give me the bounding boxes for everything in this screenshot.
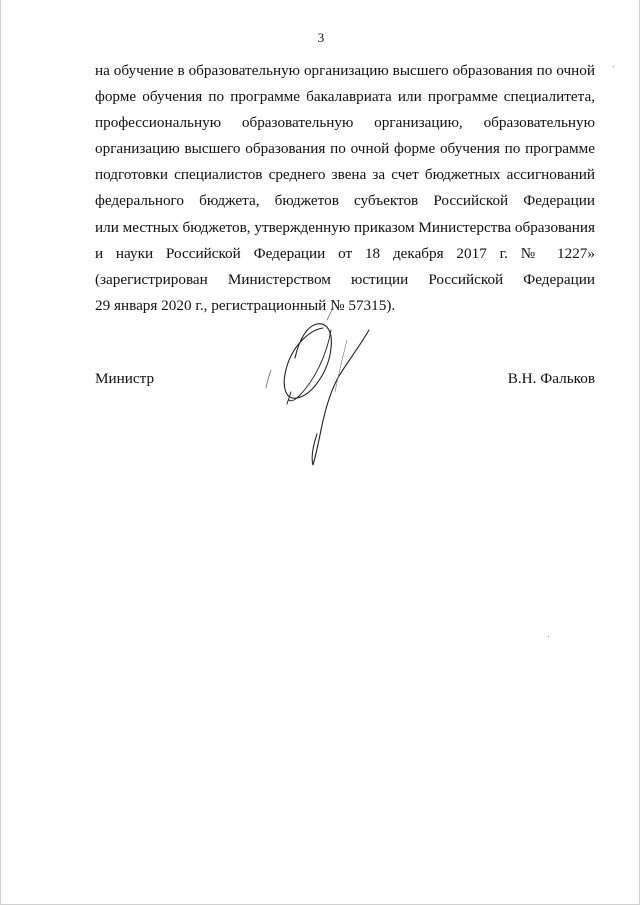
paragraph-line: форме обучения по программе бакалавриата или программе специалитета, [95, 88, 595, 106]
scan-speck [548, 636, 549, 637]
paragraph-line: и науки Российской Федерации от 18 декабря 2017 г. № 1227» [95, 244, 595, 262]
signer-title: Министр [95, 370, 155, 387]
paragraph-line: федерального бюджета, бюджетов субъектов Российской Федерации [95, 192, 595, 210]
signer-name: В.Н. Фальков [507, 370, 595, 387]
body-paragraph [95, 58, 595, 319]
page-number: 3 [317, 30, 325, 45]
paragraph-line: 29 января 2020 г., регистрационный № 57315). [95, 296, 396, 314]
paragraph-line: подготовки специалистов среднего звена за счет бюджетных ассигнований [95, 166, 595, 184]
paragraph-line: организацию высшего образования по очной форме обучения по программе [95, 140, 595, 158]
handwritten-signature [251, 300, 381, 470]
paragraph-line: или местных бюджетов, утвержденную приказом Министерства образования [95, 218, 595, 236]
scan-speck [613, 66, 614, 67]
paragraph-line: (зарегистрирован Министерством юстиции Российской Федерации [95, 270, 595, 288]
paragraph-line: на обучение в образовательную организацию высшего образования по очной [95, 62, 595, 79]
paragraph-line: профессиональную образовательную организацию, образовательную [95, 114, 595, 132]
